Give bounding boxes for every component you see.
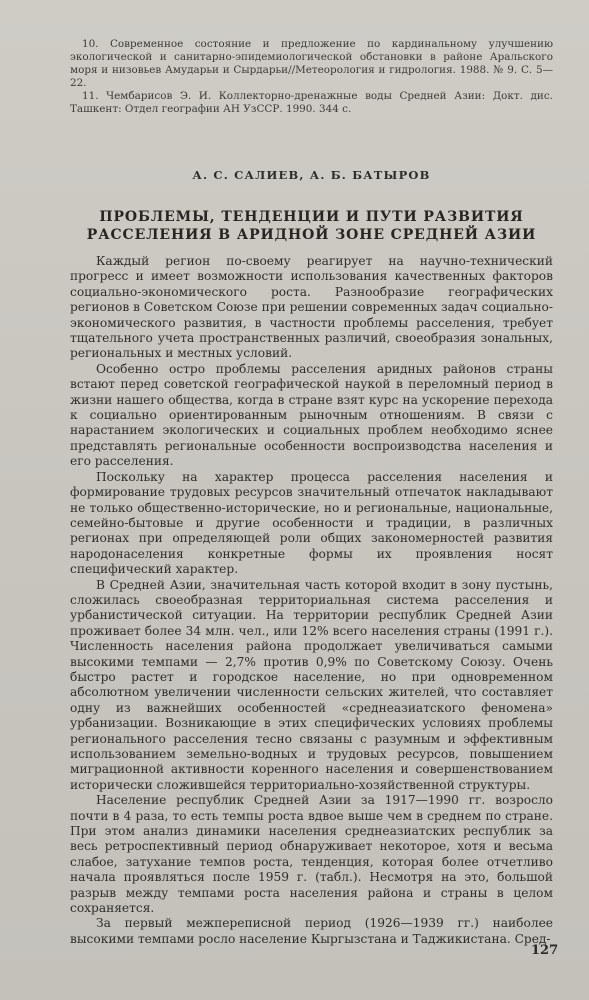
references-section xyxy=(70,38,553,116)
article-body xyxy=(70,254,553,947)
reference-11: 11. Чембарисов Э. И. Коллекторно-дренажные воды Средней Азии: Докт. дис. Ташкент: Отдел географии АН УзССР. 1990. 344 с. xyxy=(70,90,553,115)
paragraph: В Средней Азии, значительная часть которой входит в зону пустынь, сложилась своеобразная территориальная система расселения и урбанистической ситуации. На территории республик Средней Азии проживает более 34 млн. чел., или 12% всего населения страны (1991 г.). Численность населения района продолжает увеличиваться самыми высокими темпами — 2,7% против 0,9% по Советскому Союзу. Очень быстро растет и городское население, но при одновременном абсолютном увеличении численности сельских жителей, что составляет одну из важнейших особенностей «среднеазиатского феномена» урбанизации. Возникающие в этих специфических условиях проблемы регионального расселения тесно связаны с разумным и эффективным использованием земельно-водных и трудовых ресурсов, повышением миграционной активности коренного населения и совершенствованием исторически сложившейся территориально-хозяйственной структуры. xyxy=(70,577,553,792)
page-number: 127 xyxy=(531,943,559,958)
paragraph: Каждый регион по-своему реагирует на научно-технический прогресс и имеет возможности использования качественных факторов социально-экономического роста. Разнообразие географических регионов в Советском Союзе при решении современных задач социально-экономического развития, в частности проблемы расселения, требует тщательного учета пространственных различий, своеобразия зональных, региональных и местных условий. xyxy=(70,254,553,361)
paragraph: За первый межпереписной период (1926—1939 гг.) наиболее высокими темпами росло население Кыргызстана и Таджикистана. Сред- xyxy=(70,916,553,946)
article-title: ПРОБЛЕМЫ, ТЕНДЕНЦИИ И ПУТИ РАЗВИТИЯ РАССЕЛЕНИЯ В АРИДНОЙ ЗОНЕ СРЕДНЕЙ АЗИИ xyxy=(86,209,537,243)
reference-10: 10. Современное состояние и предложение по кардинальному улучшению экологической и санитарно-эпидемиологической обстановки в районе Аральского моря и низовьев Амударьи и Сырдарьи//Метеорология и гидрология. 1988. № 9. С. 5—22. xyxy=(70,38,553,89)
paragraph: Особенно остро проблемы расселения аридных районов страны встают перед советской географической наукой в переломный период в жизни нашего общества, когда в стране взят курс на ускорение перехода к социально ориентированным рыночным отношениям. В связи с нарастанием экологических и социальных проблем необходимо яснее представлять региональные особенности воспроизводства населения и его расселения. xyxy=(70,361,553,469)
paragraph: Население республик Средней Азии за 1917—1990 гг. возросло почти в 4 раза, то есть темпы роста вдвое выше чем в среднем по стране. При этом анализ динамики населения среднеазиатских республик за весь ретроспективный период обнаруживает некоторое, хотя и весьма слабое, затухание темпов роста, тенденция, которая более отчетливо начала проявляться после 1959 г. (табл.). Несмотря на это, большой разрыв между темпами роста населения района и страны в целом сохраняется. xyxy=(70,793,553,916)
paragraph: Поскольку на характер процесса расселения населения и формирование трудовых ресурсов значительный отпечаток накладывают не только общественно-исторические, но и региональные, национальные, семейно-бытовые и другие особенности и традиции, в различных регионах при определяющей роли общих закономерностей развития народонаселения конкретные формы их проявления носят специфический характер. xyxy=(70,469,553,577)
article-authors: А. С. САЛИЕВ, А. Б. БАТЫРОВ xyxy=(192,168,431,182)
